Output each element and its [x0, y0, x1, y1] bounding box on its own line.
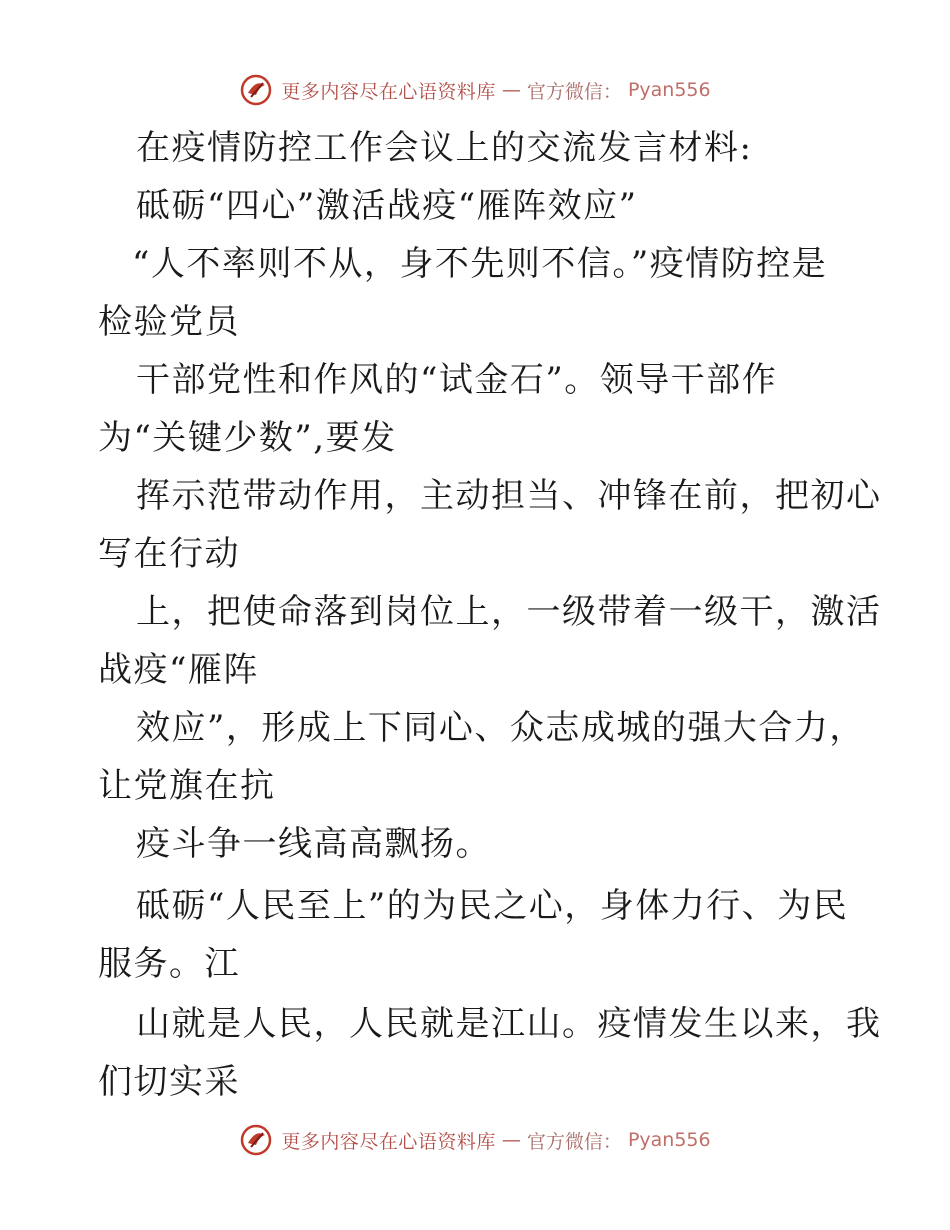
doc-line: 上，把使命落到岗位上，一级带着一级干，激活 [136, 592, 882, 632]
logo-icon [239, 1123, 273, 1157]
banner-wechat-label: 官方微信： [526, 1130, 622, 1153]
banner-wechat-id: Pyan556 [627, 1129, 711, 1151]
doc-line: 山就是人民，人民就是江山。疫情发生以来，我 [136, 1004, 882, 1044]
doc-line: 战疫“雁阵 [98, 650, 259, 690]
doc-line: 让党旗在抗 [98, 766, 276, 806]
banner-brand: 更多内容尽在心语资料库 [281, 1130, 496, 1153]
doc-line: 检验党员 [98, 302, 240, 342]
doc-line: 干部党性和作风的“试金石”。领导干部作 [136, 360, 778, 400]
doc-subtitle: 砥砺“四心”激活战疫“雁阵效应” [136, 186, 638, 226]
doc-line: 写在行动 [98, 534, 240, 574]
doc-line: 疫斗争一线高高飘扬。 [136, 824, 491, 864]
doc-line: 效应”，形成上下同心、众志成城的强大合力， [136, 708, 865, 748]
banner-dash: — [501, 79, 521, 101]
logo-icon [239, 73, 273, 107]
doc-line: 服务。江 [98, 944, 240, 984]
header-banner [0, 70, 950, 110]
doc-line: 砥砺“人民至上”的为民之心，身体力行、为民 [136, 886, 849, 926]
doc-line: 挥示范带动作用，主动担当、冲锋在前，把初心 [136, 476, 882, 516]
banner-wechat-id: Pyan556 [627, 79, 711, 101]
banner-brand: 更多内容尽在心语资料库 [281, 80, 496, 103]
banner-wechat-label: 官方微信： [526, 80, 622, 103]
doc-line: 们切实采 [98, 1062, 240, 1102]
doc-title: 在疫情防控工作会议上的交流发言材料: [136, 128, 753, 168]
doc-line: “人不率则不从，身不先则不信。”疫情防控是 [132, 244, 828, 284]
footer-banner [0, 1120, 950, 1160]
doc-line: 为“关键少数”,要发 [98, 418, 397, 458]
banner-dash: — [501, 1129, 521, 1151]
